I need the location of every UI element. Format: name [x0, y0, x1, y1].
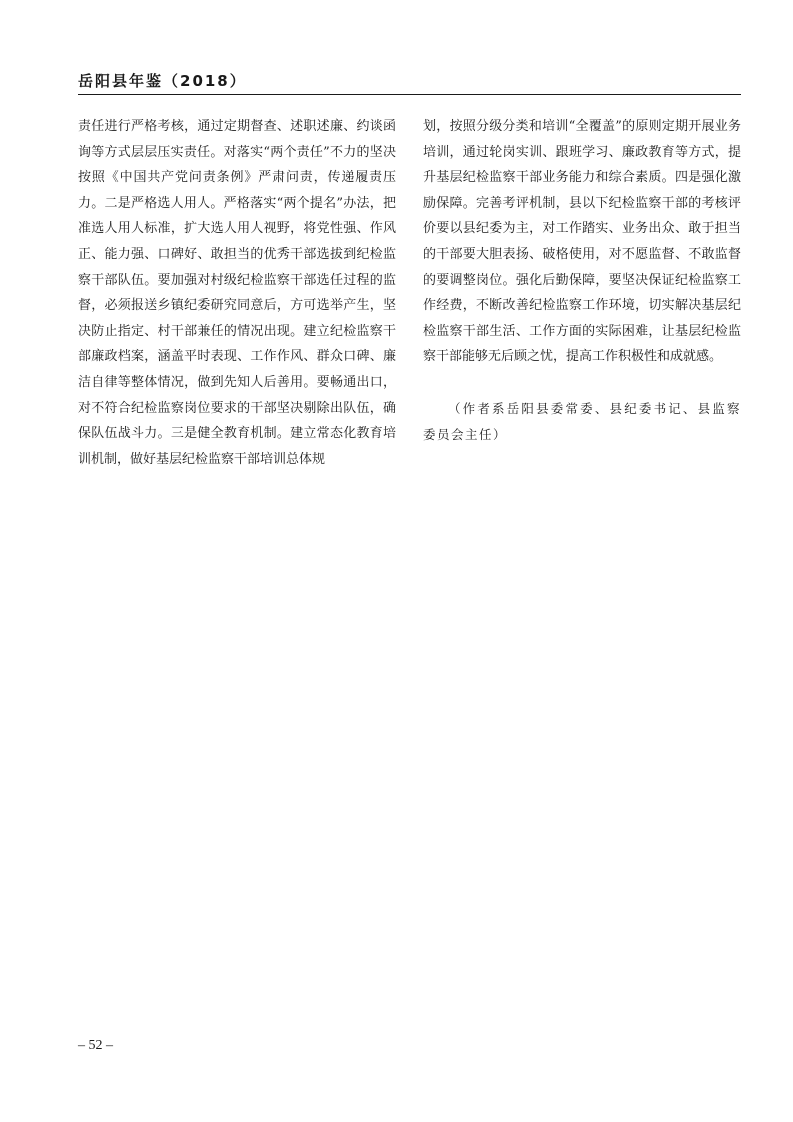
running-head-title: 岳阳县年鉴（2018） [78, 72, 247, 90]
author-byline: （作者系岳阳县委常委、县纪委书记、县监察委员会主任） [423, 400, 741, 442]
right-column-body-text: 划，按照分级分类和培训“全覆盖”的原则定期开展业务培训，通过轮岗实训、跟班学习、廉政教育等方式，提升基层纪检监察干部业务能力和综合素质。四是强化激励保障。完善考评机制，县以下纪检监察干部的考核评价要以县纪委为主，对工作踏实、业务出众、敢于担当的干部要大胆表扬、破格使用，对不愿监督、不敢监督的要调整岗位。强化后勤保障，要坚决保证纪检监察工作经费，不断改善纪检监察工作环境，切实解决基层纪检监察干部生活、工作方面的实际困难，让基层纪检监察干部能够无后顾之忧，提高工作积极性和成就感。 [423, 119, 741, 365]
left-column-body-text: 责任进行严格考核，通过定期督查、述职述廉、约谈函询等方式层层压实责任。对落实“两个责任”不力的坚决按照《中国共产党问责条例》严肃问责，传递履责压力。二是严格选人用人。严格落实“两个提名”办法，把准选人用人标准，扩大选人用人视野，将党性强、作风正、能力强、口碑好、敢担当的优秀干部选拔到纪检监察干部队伍。要加强对村级纪检监察干部选任过程的监督，必须报送乡镇纪委研究同意后，方可选举产生，坚决防止指定、村干部兼任的情况出现。建立纪检监察干部廉政档案，涵盖平时表现、工作作风、群众口碑、廉洁自律等整体情况，做到先知人后善用。要畅通出口，对不符合纪检监察岗位要求的干部坚决剔除出队伍，确保队伍战斗力。三是健全教育机制。建立常态化教育培训机制，做好基层纪检监察干部培训总体规 [78, 119, 396, 467]
right-column [423, 114, 741, 447]
page-number: – 52 – [78, 1038, 113, 1053]
left-column [78, 114, 396, 472]
header-rule [78, 94, 741, 95]
